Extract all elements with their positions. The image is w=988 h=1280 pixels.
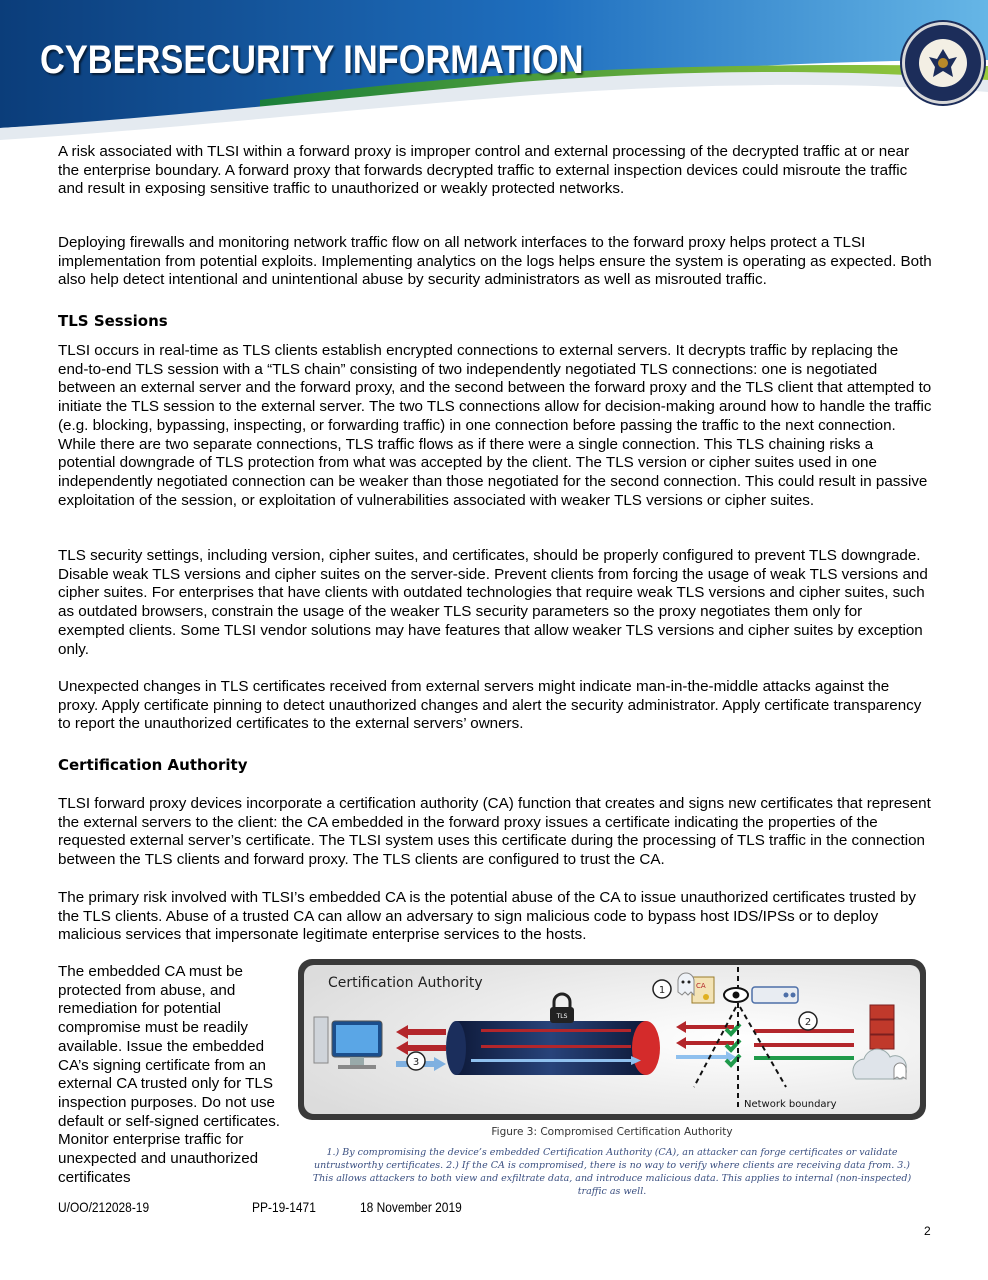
paragraph-embedded-ca: TLSI forward proxy devices incorporate a certification authority (CA) function that creates and signs new certificates that represent the external servers to the client: the CA embedded in the forward proxy issues a certificate indicating the properties of the requested external server’s certificate. The TLSI system uses this certificate during the processing of TLS traffic in the connection between the TLS clients and forward proxy. The TLS clients are configured to trust the CA. xyxy=(58,795,931,869)
attacker-ghost-icon xyxy=(678,973,694,995)
paragraph-tls-settings: TLS security settings, including version, cipher suites, and certificates, should be properly configured to prevent TLS downgrade. Disable weak TLS versions and cipher suites on the server-side. Prevent clients from forcing the usage of weak TLS versions and cipher suites. For enterprises that have clients with outdated technologies that require weak TLS versions and cipher suites, such as outdated browsers, constrain the usage of the weaker TLS security parameters so the proxy negotiates them only for exempted clients. Some TLSI vendor solutions may have features that allow weaker TLS versions and cipher suites by exception only. xyxy=(58,547,928,658)
footer-pp-number: PP-19-1471 xyxy=(252,1200,316,1215)
svg-text:TLS: TLS xyxy=(556,1013,568,1020)
eagle-emblem-icon xyxy=(919,39,967,87)
figure-caption: 1.) By compromising the device’s embedded Certification Authority (CA), an attacker can forge certificates or validate untrustworthy certificates. 2.) If the CA is compromised, there is no way to verify where clients are receiving data from. 3.) This allows attackers to both view and exfiltrate data, and introduce malicious data. This applies to internal (non-inspected) traffic as well. xyxy=(312,1147,912,1197)
paragraph-tls-chain: TLSI occurs in real-time as TLS clients establish encrypted connections to external servers. It decrypts traffic by replacing the end-to-end TLS session with a “TLS chain” consisting of two independently negotiated TLS connections: one is negotiated between an external server and the forward proxy, and the second between the forward proxy and the TLS client that attempted to initiate the TLS session to the external server. The two TLS connections allow for decision-making around how to handle the traffic (e.g. blocking, bypassing, inspecting, or forwarding traffic) in one connection before passing the traffic to the next connection. While there are two separate connections, TLS traffic flows as if there were a single connection. This TLS chaining risks a potential downgrade of TLS protection from what was accepted by the client. The TLS version or cipher suites used in one independently negotiated connection can be weaker than those negotiated for the second connection. This could result in passive exploitation of the session, or exploitation of vulnerabilities associated with weaker TLS versions or cipher suites. xyxy=(58,342,932,509)
footer-control-number: U/OO/212028-19 xyxy=(58,1200,150,1215)
figure-panel-title: Certification Authority xyxy=(328,975,483,991)
svg-text:CA: CA xyxy=(696,982,706,990)
paragraph-ca-protection: The embedded CA must be protected from abuse, and remediation for potential compromise must be readily available. Issue the embedded CA’s signing certificate from an external CA trusted only for TLS inspection purposes. Do not use default or self-signed certificates. Monitor enterprise traffic for unexpected and unauthorized certificates xyxy=(58,963,281,1186)
nsa-seal-logo xyxy=(902,22,984,104)
figure-title: Figure 3: Compromised Certification Authority xyxy=(491,1126,733,1138)
paragraph-firewall-monitoring: Deploying firewalls and monitoring network traffic flow on all network interfaces to the forward proxy helps protect a TLSI implementation from potential exploits. Implementing analytics on the logs helps ensure the system is operating as expected. Both also help detect intentional and unintentional abuse by security administrators as well as misrouted traffic. xyxy=(58,234,932,289)
svg-text:3: 3 xyxy=(412,1057,420,1068)
page-title: CYBERSECURITY INFORMATION xyxy=(40,38,584,82)
paragraph-forward-proxy-risk: A risk associated with TLSI within a forward proxy is improper control and external processing of the decrypted traffic at or near the enterprise boundary. A forward proxy that forwards decrypted traffic to external inspection devices could misroute the traffic and result in exposing sensitive traffic to unauthorized or weakly protected networks. xyxy=(58,143,910,198)
svg-text:2: 2 xyxy=(804,1017,812,1028)
paragraph-certificate-pinning: Unexpected changes in TLS certificates received from external servers might indicate man-in-the-middle attacks against the proxy. Apply certificate pinning to detect unauthorized changes and alert the security administrator. Apply certificate transparency to report the unauthorized certificates to the external servers’ owners. xyxy=(58,678,922,733)
ca-certificate-icon xyxy=(692,977,714,1003)
proxy-device-eye-icon xyxy=(724,987,798,1003)
svg-text:1: 1 xyxy=(658,985,666,996)
heading-certification-authority: Certification Authority xyxy=(58,756,248,774)
paragraph-ca-risk: The primary risk involved with TLSI’s embedded CA is the potential abuse of the CA to issue unauthorized certificates trusted by the TLS clients. Abuse of a trusted CA can allow an adversary to sign malicious code to bypass host IDS/IPSs or to deploy malicious services that impersonate legitimate enterprise services to the hosts. xyxy=(58,889,916,944)
header-banner xyxy=(0,0,988,140)
page-number: 2 xyxy=(924,1224,931,1238)
figure-compromised-ca xyxy=(296,957,928,1122)
heading-tls-sessions: TLS Sessions xyxy=(58,312,168,330)
footer-date: 18 November 2019 xyxy=(360,1200,462,1215)
network-boundary-label: Network boundary xyxy=(744,1099,837,1110)
